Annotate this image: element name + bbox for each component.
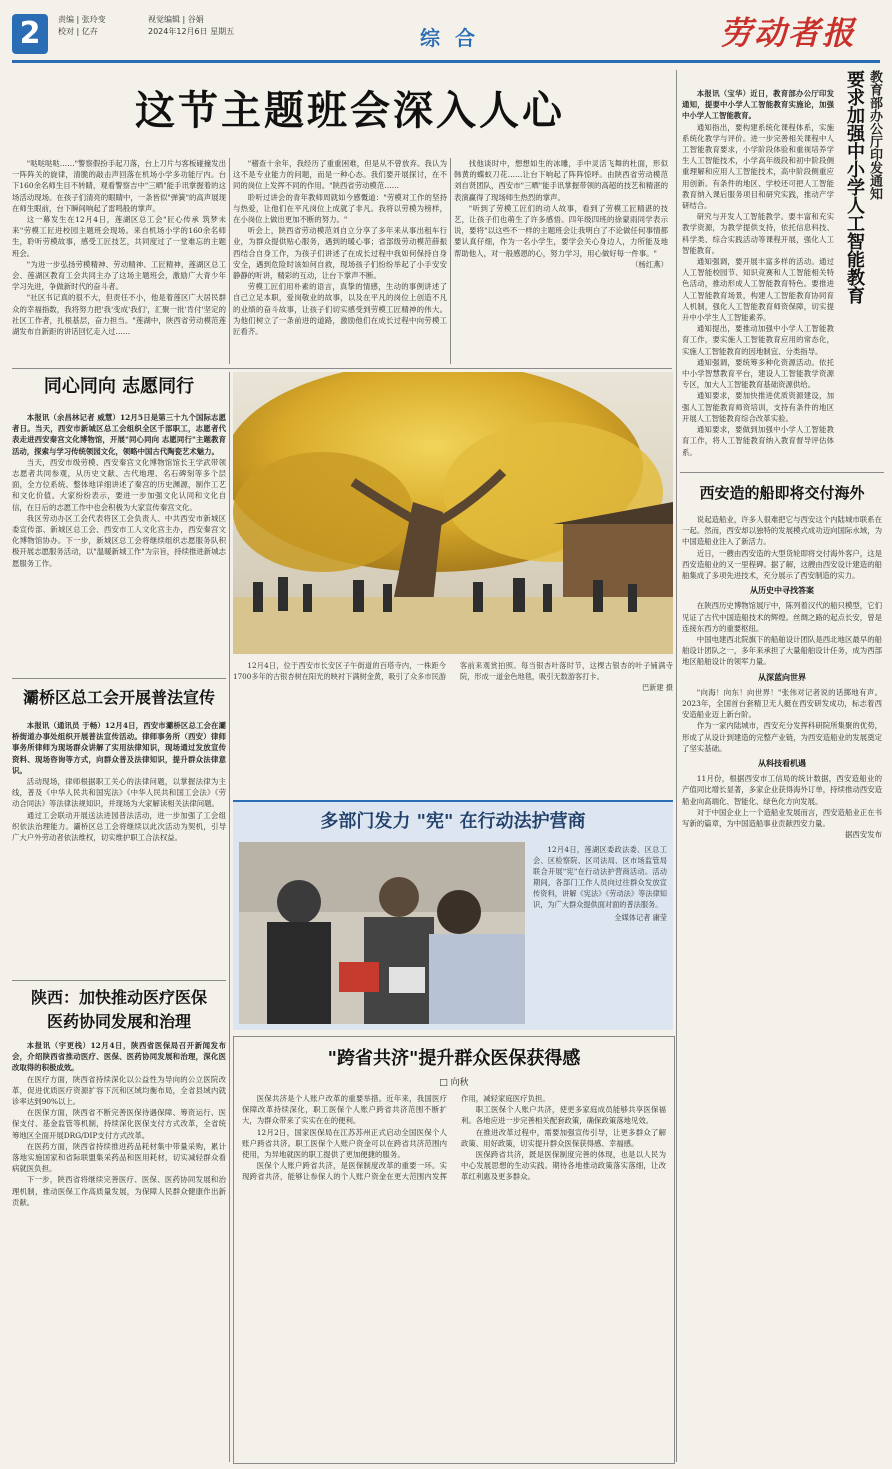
page-number: 2: [19, 16, 41, 51]
notice-para: 本报讯（宝华）近日，教育部办公厅印发通知，提要中小学人工智能教育实施论，加强中小学人工智能教育。: [682, 89, 834, 121]
notice-title-sub: 要求加强中小学人工智能教育: [844, 70, 865, 304]
section-label: 综 合: [420, 26, 479, 50]
main-para: "社区书记真的很不大，但责任不小，他是着莲区广大居民群众的幸福指数，我将努力把'我'变成'我们'，汇聚一批'肯付'坚定的社区工作者，扎根基层，奋力担当。"莲湖中，陕西省劳动模范莲湖发布自新距的讲话回忆走入过……: [12, 293, 226, 337]
shaanxi-para: 在医药方面，陕西省持续推进药品耗材集中带量采购，累计落地实施国家和省际联盟集采药品和医用耗材，切实减轻群众看病就医负担。: [12, 1141, 226, 1174]
campaign-caption-text: 12月4日，莲湖区委政法委、区总工会、区检察院、区司法局、区市场监管局联合开展"宪"在行动法护营商活动。活动期间，各部门工作人员向过往群众发放宣传资料，讲解《宪法》《劳动法》等法律知识，为广大群众提供面对面的普法服务。: [533, 845, 667, 909]
tongxin-headline: 同心同向 志愿同行: [43, 376, 195, 397]
medical-para: 医保共济是个人账户改革的重要举措。近年来，我国医疗保障改革持续深化，职工医保个人账户跨省共济范围不断扩大，为群众带来了实实在在的便利。: [242, 1094, 447, 1126]
notice-para: 通知指出，要构建系统化课程体系，实施系统化教学与评价。进一步完善相关课程中人工智能教育要求，小学阶段体验和重视培养学生人工智能技术，小学高年级段和初中阶段侧重理解和应用人工智能技术，高中阶段侧重应用创新。有条件的地区、学校还可把人工智能教育纳入课后服务项目和研究实践，推动产学研结合。: [682, 122, 834, 211]
ship-credit: 据西安发布: [845, 830, 882, 840]
baqiao-headline: 灞桥区总工会开展普法宣传: [22, 688, 215, 707]
main-para: 找他谈时中，想想如生的冰雕，手中灵活飞舞的杜面，形似韩黄的蝶蚁刀花……让台下响起了阵阵惊呼。由陕西省劳动模范刘自贤团队，西安市"三晒"能手讯掌握带领的高超的技艺和精湛的表演赢得了现场师生热烈的掌声。: [454, 159, 668, 202]
tongxin-para: 当天，西安市级劳模、西安秦宫文化博物馆馆长王学武带领志愿者共同参观，从历史文献、古代地理、名石碑刻等多个层面，全方位系统、整体地详细讲述了秦宫的历史渊源，制作工艺和文化价值。大家纷纷表示，要进一步加强文化认同和文化自信，在日后的志愿工作中也会积极为大家宣传秦宫文化。: [12, 457, 226, 512]
proof-line: 校对 | 亿卉: [58, 27, 98, 36]
medical-box: [233, 1036, 675, 1464]
ship-para: 中国电建西北院旗下的船舶设计团队是西北地区最早的船舶设计团队之一，多年来承担了大量船舶设计任务，成为西部地区船舶设计的领军力量。: [682, 635, 882, 667]
baqiao-article: [12, 720, 226, 974]
main-para: 聆听过讲会的青年教师周就如今感慨道："劳模对工作的坚持与热爱，让他们在平凡岗位上成就了非凡。我将以劳模为榜样，在小岗位上做出更加不断的努力。": [233, 192, 447, 225]
main-article-col-2: [233, 158, 447, 364]
main-para: 这一幕发生在12月4日，莲湖区总工会"匠心传承 筑梦未来"劳模工匠进校园主题班会现场。来自机场小学的160余名师生，聆听劳模故事，感受工匠技艺，共同度过了一堂难忘的主题班会。: [12, 215, 226, 258]
ship-para: 11月份，根据西安市工信局的统计数据，西安造船业的产值同比增长显著，多家企业获得海外订单，持续推动西安造船业向高端化、智能化、绿色化方向发展。: [682, 774, 882, 806]
main-article-col-1: [12, 158, 226, 364]
campaign-caption: [533, 844, 667, 1024]
medical-para: 医保跨省共济，既是医保制度完善的体现，也是以人民为中心发展思想的生动实践。期待各地推动政策落实落细，让改革红利惠及更多群众。: [461, 1150, 666, 1182]
ship-para: 对于中国企业上一个造船业发展而言，西安造船业正在书写新的篇章，为中国造船事业贡献西安力量。: [682, 807, 882, 829]
newspaper-logo: 劳动者报: [720, 14, 857, 52]
main-para: "听到了劳模工匠们的动人故事，看到了劳模工匠精湛的技艺，让孩子们也萌生了许多感悟。四年级四班的徐蒙雨同学表示说，要将"以这些不一样的主题班会让我明白了不论做任何事情都要认真仔细，作为一名小学生，要学会关心身边人，力所能及地帮助他人，对一般感恩的心，努力学习，用心做好每一件事。": [454, 203, 668, 258]
tongxin-para: 我区劳动办区工会代表将区工会负责人、中共西安市新城区委宣传部、新城区总工会、西安市工人文化宫主办，西安秦宫文化博物馆协办。下一步，新城区总工会将继续组织志愿服务队积极开展志愿服务活动，以"温暖新城工作"为宗旨，持续推进新城志愿服务工作。: [12, 513, 226, 568]
medical-para: 在推进改革过程中，需要加强宣传引导，让更多群众了解政策、用好政策，切实提升群众医保获得感、幸福感。: [461, 1127, 666, 1148]
masthead-rule: [12, 60, 880, 63]
medical-author: 向秋: [450, 1078, 469, 1088]
notice-para: 通知提出，要推动加强中小学人工智能教育工作，要实施人工智能教育应用的常态化，实施人工智能教育的因地制宜、分类指导。: [682, 324, 834, 356]
baqiao-para: 通过工会联动开展送法进园普法活动，进一步加强了工会组织依法治理能力。灞桥区总工会将继续以此次活动为契机，引导广大户外劳动者依法维权，切实维护职工合法权益。: [12, 810, 226, 843]
tongxin-article: [12, 412, 226, 674]
shaanxi-para: 在医疗方面，陕西省持续深化以公益性为导向的公立医院改革，促进优质医疗资源扩容下沉和区域均衡布局，全省县域内就诊率达到90%以上。: [12, 1074, 226, 1107]
campaign-credit: 全媒体记者 庸莹: [614, 913, 667, 922]
ship-para: 近日，一艘由西安造的大型货轮即将交付海外客户，这是西安造船业的又一里程碑。据了解，这艘由西安设计建造的船舶集成了多项先进技术，充分展示了西安制造的实力。: [682, 548, 882, 581]
page-number-badge: [12, 14, 48, 54]
main-article-col-3: [454, 158, 668, 364]
tongxin-para: 本报讯（余昌林记者 威慧）12月5日是第三十九个国际志愿者日。当天，西安市新城区总工会组织全区千部职工，志愿者代表走进西安秦宫文化博物馆，开展"同心同向 志愿同行"主题教育活动，探索与学习传统领园文化，领略中国古代陶瓷艺术魅力。: [12, 413, 226, 456]
notice-article: [682, 88, 834, 468]
notice-para: 通知强调，要统筹多种化资源活动。依托中小学智慧教育平台，建设人工智能教学资源专区，加大人工智能教育基础资源供给。: [682, 357, 834, 390]
baqiao-para: 活动现场，律师根据职工关心的法律问题，以掌握法律为主线，普及《中华人民共和国宪法》《中华人民共和国工会法》《劳动合同法》等法律法规知识，并现场为大家解读相关法律问题。: [12, 777, 226, 809]
campaign-box: [233, 800, 673, 1030]
medical-para: 12月2日，国家医保局在江苏苏州正式启动全国医保个人账户跨省共济。职工医保个人账户资金可以在跨省共济范围内使用，为异地就医的职工提供了更加便捷的服务。: [242, 1127, 447, 1160]
notice-title-box: [838, 70, 886, 332]
shaanxi-para: 下一步，陕西省将继续完善医疗、医保、医药协同发展和治理机制，推动医保工作高质量发展，为保障人民群众健康作出新贡献。: [12, 1175, 226, 1207]
shaanxi-headline: [12, 986, 226, 1034]
ship-para: 作为一家内陆城市，西安充分发挥科研院所集聚的优势，形成了从设计到建造的完整产业链，为西安造船业的发展奠定了坚实基础。: [682, 721, 882, 753]
medical-author-mark: □: [439, 1078, 451, 1088]
notice-para: 通知强调，要开展丰富多样的活动。通过人工智能校园节、知识竞赛和人工智能相关特色活动，推动形成人工智能教育特色。要推进人工智能教育场景，构建人工智能教育协同育人机制，强化人工智能教育师资保障，切实提升中小学生人工智能素养。: [682, 257, 834, 323]
ginkgo-caption: [233, 660, 673, 770]
campaign-headline: 多部门发力 "宪" 在行动法护营商: [320, 811, 586, 832]
ginkgo-credit: 巴新建 摄: [641, 683, 673, 692]
ginkgo-tree-image: [233, 372, 673, 654]
ship-subhead: 从深蓝向世界: [758, 672, 806, 682]
notice-para: 研究与开发人工智能教学。要丰富和充实教学资源，为教学提供支持，依托信息科技、科学类、综合实践活动等课程开展，强化人工智能教育。: [682, 212, 834, 255]
notice-para: 通知要求，要加快推进优质资源建设，加强人工智能教育师资培训，支持有条件的地区开展人工智能教育综合改革实验。: [682, 391, 834, 423]
main-para: 劳模工匠们用朴素的语言，真挚的情感，生动的事例讲述了自己立足本职，爱岗敬业的故事，以及在平凡的岗位上创造不凡的业绩的奋斗故事，让孩子们切实感受到劳模工匠精神的伟大。为他们树立了一条前进的道路，激励他们在成长过程中向劳模工匠看齐。: [233, 282, 447, 337]
notice-para: 通知要求，要做到加强中小学人工智能教育工作，将人工智能教育纳入教育督导评估体系。: [682, 425, 834, 457]
ship-para: 在陕西历史博物馆展厅中，陈列着汉代的船只模型，它们见证了古代中国造船技术的辉煌。丝绸之路的起点长安，曾是连接东西方的重要枢纽。: [682, 601, 882, 633]
main-para: （杨红燕）: [631, 259, 668, 269]
editor-line: 责编 | 张玲变: [58, 15, 106, 24]
ship-subhead: 从科技看机遇: [758, 759, 806, 769]
main-headline: 这节主题班会深入人心: [135, 88, 565, 134]
ship-headline: 西安造的船即将交付海外: [699, 484, 865, 502]
shaanxi-headline-line1: 陕西：加快推动医疗医保: [30, 988, 207, 1007]
baqiao-para: 本报讯（通讯员 于畅）12月4日，西安市灞桥区总工会在灞桥街道办事处组织开展普法宣传活动。律师事务所（西安）律师事务所律师为现场群众讲解了实用法律知识，现场通过发放宣传资料、现场咨询等方式，向群众普及法律知识，提升群众法律意识。: [12, 721, 226, 775]
ship-article: [682, 514, 882, 1460]
ginkgo-photo: [233, 372, 673, 654]
main-para: "为进一步弘扬劳模精神、劳动精神、工匠精神，莲湖区总工会、莲湖区教育工会共同主办了这场主题班会，激励广大青少年学习先进，争做新时代的奋斗者。: [12, 259, 226, 292]
ship-subhead: 从历史中寻找答案: [750, 586, 814, 596]
campaign-photo: [239, 842, 525, 1024]
ginkgo-caption-text: 12月4日，位于西安市长安区子午街道的百塔寺内，一株距今1700多年的古银杏树在阳光的映衬下满树金黄，吸引了众多市民游客前来观赏拍照。每当银杏叶落时节，这棵古银杏的叶子铺满寺院，形成一道金色地毯，吸引无数游客打卡。: [233, 661, 673, 681]
main-para: "稽查十余年，我经历了重重困难，但是从不曾放弃。我认为这不是专业能力的问题，而是一种心态。我们要开展探讨，在不同的岗位上发挥不同的作用。"陕西省劳动模范……: [233, 159, 447, 191]
medical-article: [242, 1093, 666, 1457]
main-para: "哒哒哒哒……"警察假扮手起刀落，台上刀片与客板碰撞发出一阵阵关的旋律，清脆的敲击声回落在机场小学多功能厅内。台下160余名师生目不转睛，观看警察吉中"三晒"能手讯掌握着的这场活动现场。在孩子们清亮的眼睛中，一条皆似"弹簧"的高声展现在师生眼前，台下瞬间响起了雷鸣般的掌声。: [12, 159, 226, 213]
shaanxi-para: 本报讯（宇更栈）12月4日，陕西省医保局召开新闻发布会，介绍陕西省推动医疗、医保、医药协同发展和治理，深化医改取得的积极成效。: [12, 1041, 226, 1073]
notice-title-main: 教育部办公厅印发通知: [867, 70, 882, 200]
shaanxi-headline-line2: 医药协同发展和治理: [46, 1012, 191, 1031]
medical-headline: "跨省共济"提升群众医保获得感: [327, 1048, 581, 1069]
ship-para: 说起造船业，许多人很难把它与西安这个内陆城市联系在一起。然而，西安却以独特的发展模式成功迈向国际水域，为中国造船业注入了新活力。: [682, 515, 882, 547]
masthead: [0, 0, 892, 68]
issue-date: 2024年12月6日 星期五: [148, 27, 235, 36]
shaanxi-para: 在医保方面，陕西省不断完善医保待遇保障、筹资运行、医保支付、基金监管等机制，持续深化医保支付方式改革，全省统筹地区全面开展DRG/DIP支付方式改革。: [12, 1108, 226, 1140]
ship-para: "向海！向东！向世界！"张伟对记者说的话掷地有声。2023年，全国首台套精卫无人艇在西安研发成功，标志着西安造船业迈上新台阶。: [682, 687, 882, 720]
medical-para: 职工医保个人账户共济，使更多家庭成员能够共享医保福利。各地应进一步完善相关配套政策，确保政策落地见效。: [461, 1105, 666, 1126]
campaign-image: [239, 842, 525, 1024]
medical-para: 医保个人账户跨省共济，是医保制度改革的重要一环。实现跨省共济，能够让参保人的个人账户资金在更大范围内发挥作用，减轻家庭医疗负担。: [242, 1094, 550, 1182]
main-para: 听会上，陕西省劳动模范刘自立分享了多年来从事出租车行业，为群众提供贴心服务，遇到的暖心事；省部级劳动模范薛振西结合自身工作，为孩子们讲述了在成长过程中我如何保持自身安全，遇到危险时该如何自救，现场孩子们纷纷举起了小手安安静静的听讲，精彩的互动，让台下掌声不断。: [233, 226, 447, 281]
visual-editor: 视觉编辑 | 谷娟: [148, 15, 204, 24]
shaanxi-article: [12, 1040, 226, 1460]
